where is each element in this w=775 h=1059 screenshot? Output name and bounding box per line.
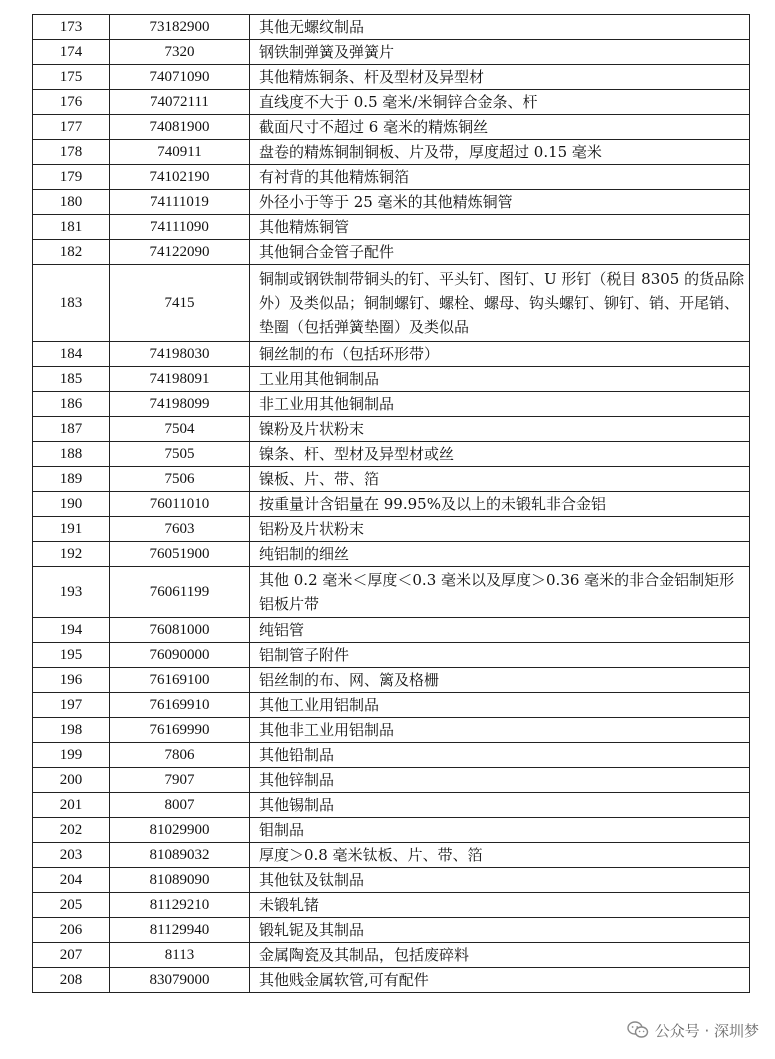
row-seq-cell: 200: [33, 768, 110, 793]
row-desc-cell: 有衬背的其他精炼铜箔: [250, 165, 750, 190]
row-desc-cell: 其他锡制品: [250, 793, 750, 818]
row-desc-cell: 其他非工业用铝制品: [250, 718, 750, 743]
row-seq-cell: 201: [33, 793, 110, 818]
table-row: [33, 843, 750, 868]
row-desc-cell: 钼制品: [250, 818, 750, 843]
row-desc-cell: 镍板、片、带、箔: [250, 467, 750, 492]
table-row: [33, 718, 750, 743]
table-row: [33, 918, 750, 943]
row-desc-cell: 其他贱金属软管,可有配件: [250, 968, 750, 993]
table-row: [33, 215, 750, 240]
row-seq-cell: 206: [33, 918, 110, 943]
table-row: [33, 40, 750, 65]
table-row: [33, 165, 750, 190]
row-code-cell: 7415: [110, 265, 250, 342]
row-desc-cell: 锻轧铌及其制品: [250, 918, 750, 943]
table-row: [33, 567, 750, 618]
row-desc-cell: 非工业用其他铜制品: [250, 392, 750, 417]
row-desc-cell: 铜制或钢铁制带铜头的钉、平头钉、图钉、U 形钉（税目 8305 的货品除外）及类似品；铜制螺钉、螺栓、螺母、钩头螺钉、铆钉、销、开尾销、垫圈（包括弹簧垫圈）及类似品: [250, 265, 750, 342]
row-seq-cell: 196: [33, 668, 110, 693]
row-seq-cell: 205: [33, 893, 110, 918]
row-code-cell: 76061199: [110, 567, 250, 618]
row-code-cell: 7504: [110, 417, 250, 442]
row-desc-cell: 工业用其他铜制品: [250, 367, 750, 392]
row-seq-cell: 193: [33, 567, 110, 618]
table-row: [33, 542, 750, 567]
row-desc-cell: 其他钛及钛制品: [250, 868, 750, 893]
table-row: [33, 492, 750, 517]
row-code-cell: 740911: [110, 140, 250, 165]
row-seq-cell: 175: [33, 65, 110, 90]
wechat-icon: [627, 1021, 649, 1039]
row-seq-cell: 207: [33, 943, 110, 968]
table-row: [33, 240, 750, 265]
row-code-cell: 74198030: [110, 342, 250, 367]
row-code-cell: 74102190: [110, 165, 250, 190]
row-seq-cell: 179: [33, 165, 110, 190]
row-seq-cell: 184: [33, 342, 110, 367]
row-seq-cell: 192: [33, 542, 110, 567]
row-seq-cell: 174: [33, 40, 110, 65]
row-seq-cell: 180: [33, 190, 110, 215]
row-code-cell: 81029900: [110, 818, 250, 843]
table-row: [33, 868, 750, 893]
row-seq-cell: 195: [33, 643, 110, 668]
row-desc-cell: 铝粉及片状粉末: [250, 517, 750, 542]
row-desc-cell: 其他 0.2 毫米＜厚度＜0.3 毫米以及厚度＞0.36 毫米的非合金铝制矩形铝板片带: [250, 567, 750, 618]
table-row: [33, 643, 750, 668]
row-desc-cell: 纯铝管: [250, 618, 750, 643]
row-desc-cell: 镍粉及片状粉末: [250, 417, 750, 442]
row-code-cell: 76081000: [110, 618, 250, 643]
row-desc-cell: 其他铅制品: [250, 743, 750, 768]
table-row: [33, 693, 750, 718]
table-row: [33, 818, 750, 843]
table-row: [33, 392, 750, 417]
row-code-cell: 8007: [110, 793, 250, 818]
row-desc-cell: 其他无螺纹制品: [250, 15, 750, 40]
row-desc-cell: 截面尺寸不超过 6 毫米的精炼铜丝: [250, 115, 750, 140]
row-code-cell: 81129210: [110, 893, 250, 918]
table-row: [33, 968, 750, 993]
row-seq-cell: 198: [33, 718, 110, 743]
row-seq-cell: 182: [33, 240, 110, 265]
row-code-cell: 76051900: [110, 542, 250, 567]
row-desc-cell: 未锻轧锗: [250, 893, 750, 918]
row-seq-cell: 197: [33, 693, 110, 718]
row-desc-cell: 按重量计含铝量在 99.95%及以上的未锻轧非合金铝: [250, 492, 750, 517]
row-seq-cell: 199: [33, 743, 110, 768]
row-code-cell: 74071090: [110, 65, 250, 90]
table-row: [33, 190, 750, 215]
table-row: [33, 90, 750, 115]
row-seq-cell: 190: [33, 492, 110, 517]
row-code-cell: 74111019: [110, 190, 250, 215]
row-code-cell: 76169100: [110, 668, 250, 693]
table-row: [33, 618, 750, 643]
table-row: [33, 15, 750, 40]
row-code-cell: 81089032: [110, 843, 250, 868]
row-seq-cell: 187: [33, 417, 110, 442]
row-desc-cell: 铝制管子附件: [250, 643, 750, 668]
row-desc-cell: 其他铜合金管子配件: [250, 240, 750, 265]
row-seq-cell: 176: [33, 90, 110, 115]
row-seq-cell: 202: [33, 818, 110, 843]
row-code-cell: 7506: [110, 467, 250, 492]
table-body: [33, 15, 750, 993]
row-code-cell: 7907: [110, 768, 250, 793]
row-code-cell: 7505: [110, 442, 250, 467]
row-code-cell: 81089090: [110, 868, 250, 893]
row-seq-cell: 191: [33, 517, 110, 542]
row-desc-cell: 金属陶瓷及其制品，包括废碎料: [250, 943, 750, 968]
row-desc-cell: 直线度不大于 0.5 毫米/米铜锌合金条、杆: [250, 90, 750, 115]
row-code-cell: 73182900: [110, 15, 250, 40]
row-code-cell: 76169910: [110, 693, 250, 718]
table-row: [33, 265, 750, 342]
row-seq-cell: 188: [33, 442, 110, 467]
row-seq-cell: 194: [33, 618, 110, 643]
row-code-cell: 76090000: [110, 643, 250, 668]
row-desc-cell: 钢铁制弹簧及弹簧片: [250, 40, 750, 65]
table-row: [33, 893, 750, 918]
row-seq-cell: 208: [33, 968, 110, 993]
table-row: [33, 367, 750, 392]
row-code-cell: 7806: [110, 743, 250, 768]
row-seq-cell: 181: [33, 215, 110, 240]
row-seq-cell: 185: [33, 367, 110, 392]
row-desc-cell: 其他精炼铜条、杆及型材及异型材: [250, 65, 750, 90]
row-seq-cell: 183: [33, 265, 110, 342]
table-row: [33, 140, 750, 165]
row-seq-cell: 203: [33, 843, 110, 868]
row-desc-cell: 其他精炼铜管: [250, 215, 750, 240]
row-desc-cell: 纯铝制的细丝: [250, 542, 750, 567]
row-desc-cell: 其他工业用铝制品: [250, 693, 750, 718]
row-code-cell: 81129940: [110, 918, 250, 943]
table-row: [33, 943, 750, 968]
table-row: [33, 115, 750, 140]
table-row: [33, 417, 750, 442]
row-desc-cell: 镍条、杆、型材及异型材或丝: [250, 442, 750, 467]
row-desc-cell: 铝丝制的布、网、篱及格栅: [250, 668, 750, 693]
row-desc-cell: 其他锌制品: [250, 768, 750, 793]
table-row: [33, 442, 750, 467]
row-code-cell: 8113: [110, 943, 250, 968]
row-seq-cell: 186: [33, 392, 110, 417]
row-seq-cell: 177: [33, 115, 110, 140]
table-row: [33, 768, 750, 793]
row-desc-cell: 铜丝制的布（包括环形带）: [250, 342, 750, 367]
table-row: [33, 743, 750, 768]
row-seq-cell: 178: [33, 140, 110, 165]
row-code-cell: 74081900: [110, 115, 250, 140]
row-code-cell: 76169990: [110, 718, 250, 743]
row-seq-cell: 189: [33, 467, 110, 492]
row-code-cell: 7603: [110, 517, 250, 542]
table-row: [33, 668, 750, 693]
row-code-cell: 83079000: [110, 968, 250, 993]
row-code-cell: 7320: [110, 40, 250, 65]
table-row: [33, 793, 750, 818]
row-desc-cell: 外径小于等于 25 毫米的其他精炼铜管: [250, 190, 750, 215]
watermark-text: 公众号 · 深圳梦: [654, 1021, 759, 1040]
table-row: [33, 65, 750, 90]
row-seq-cell: 204: [33, 868, 110, 893]
row-desc-cell: 盘卷的精炼铜制铜板、片及带，厚度超过 0.15 毫米: [250, 140, 750, 165]
watermark: [627, 1018, 759, 1042]
table-row: [33, 517, 750, 542]
row-code-cell: 74198099: [110, 392, 250, 417]
tariff-table: [32, 14, 750, 993]
row-code-cell: 74072111: [110, 90, 250, 115]
table-row: [33, 467, 750, 492]
row-code-cell: 76011010: [110, 492, 250, 517]
row-code-cell: 74122090: [110, 240, 250, 265]
row-code-cell: 74111090: [110, 215, 250, 240]
row-seq-cell: 173: [33, 15, 110, 40]
row-code-cell: 74198091: [110, 367, 250, 392]
row-desc-cell: 厚度＞0.8 毫米钛板、片、带、箔: [250, 843, 750, 868]
table-row: [33, 342, 750, 367]
